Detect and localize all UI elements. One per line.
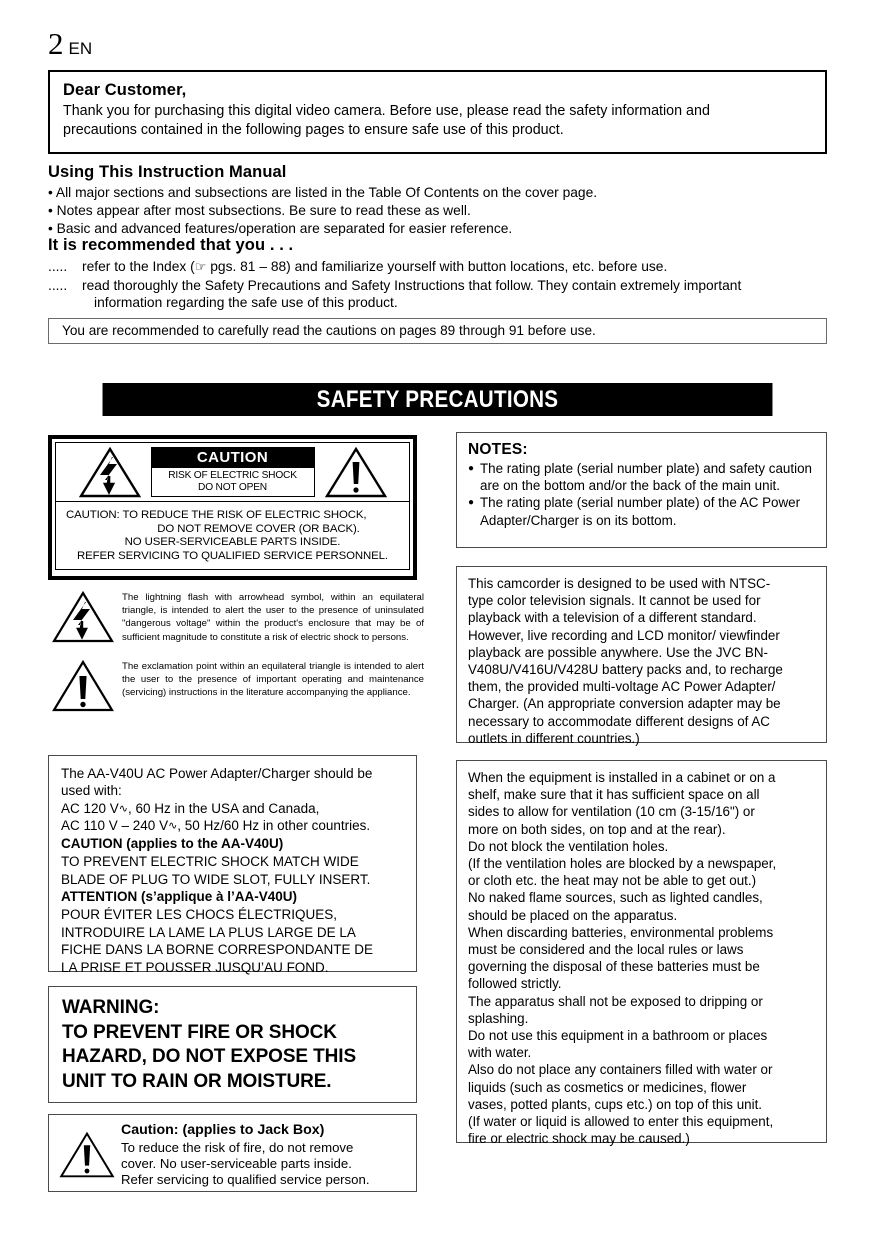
ac-voltage-usa: AC 120 V xyxy=(61,800,119,816)
caution-symbol-row xyxy=(55,442,410,502)
ventilation-line: (If water or liquid is allowed to enter this equipment, xyxy=(468,1114,774,1130)
ventilation-line: should be placed on the apparatus. xyxy=(468,907,678,923)
index-ref-post: pgs. 81 – 88) and familiarize yourself with button locations, etc. before use. xyxy=(206,259,668,274)
recommended-list xyxy=(48,258,838,312)
safety-precautions-banner: SAFETY PRECAUTIONS xyxy=(103,383,773,416)
ac-adapter-box xyxy=(48,755,417,975)
ventilation-line: with water. xyxy=(468,1045,532,1061)
bullet-item: • Notes appear after most subsections. Be sure to read these as well. xyxy=(48,202,471,218)
ventilation-line: must be considered and the local rules or laws xyxy=(468,942,744,958)
language-code: EN xyxy=(68,39,93,58)
notes-title: NOTES: xyxy=(468,441,528,458)
caution-symbol-box xyxy=(48,435,417,580)
caution-body-line-4: REFER SERVICING TO QUALIFIED SERVICE PERSONNEL. xyxy=(77,549,388,562)
ntsc-line: This camcorder is designed to be used with NTSC- xyxy=(468,576,771,591)
ventilation-line: (If the ventilation holes are blocked by a newspaper, xyxy=(468,856,777,872)
symbol-explanation-text: The exclamation point within an equilateral triangle is intended to alert the user to the presence of important operating and maintenance (servicing) instructions in the literature accompanying the appliance. xyxy=(122,661,424,699)
jack-box-caution-line-2: cover. No user-serviceable parts inside. xyxy=(121,1156,352,1172)
bullet-icon: ● xyxy=(468,463,475,474)
symbol-explanation-text: The lightning flash with arrowhead symbol, within an equilateral triangle, is intended to alert the user to the presence of uninsulated "dangerous voltage" within the product's enclosure that may be of sufficient magnitude to constitute a risk of electric shock to persons. xyxy=(122,592,424,643)
caution-plate-sub-line-2: DO NOT OPEN xyxy=(198,481,267,493)
ac-attention-line-4: LA PRISE ET POUSSER JUSQU’AU FOND. xyxy=(61,959,329,975)
warning-line-3: HAZARD, DO NOT EXPOSE THIS xyxy=(62,1046,357,1067)
ventilation-line: followed strictly. xyxy=(468,976,562,992)
ventilation-line: fire or electric shock may be caused.) xyxy=(468,1131,690,1147)
recommended-item-text xyxy=(82,258,838,277)
symbol-explanations xyxy=(52,588,424,726)
jack-box-caution-row xyxy=(59,1121,408,1189)
jack-box-caution-box xyxy=(48,1114,417,1192)
ventilation-line: Do not block the ventilation holes. xyxy=(468,838,669,854)
exclamation-triangle-icon xyxy=(325,446,387,498)
ventilation-line: governing the disposal of these batteries must be xyxy=(468,959,760,975)
ventilation-line: or cloth etc. the heat may not be able to get out.) xyxy=(468,873,757,889)
read-cautions-notice-text: You are recommended to carefully read the cautions on pages 89 through 91 before use. xyxy=(62,323,596,338)
note-item-text: The rating plate (serial number plate) and safety caution are on the bottom and/or the back of the main unit. xyxy=(480,461,812,494)
jack-box-caution-text xyxy=(121,1121,408,1189)
dear-customer-box xyxy=(48,70,827,154)
ac-caution-line-2: BLADE OF PLUG TO WIDE SLOT, FULLY INSERT. xyxy=(61,871,371,887)
exclamation-triangle-icon xyxy=(59,1121,121,1179)
using-manual-heading: Using This Instruction Manual xyxy=(48,163,287,181)
symbol-explanation-row xyxy=(52,588,424,644)
warning-box xyxy=(48,986,417,1103)
using-manual-bullets xyxy=(48,184,838,237)
caution-body-line-3: NO USER-SERVICEABLE PARTS INSIDE. xyxy=(124,536,341,548)
recommended-item xyxy=(48,277,838,295)
ac-adapter-line-1: The AA-V40U AC Power Adapter/Charger should be xyxy=(61,766,373,781)
ac-voltage-intl: AC 110 V – 240 V xyxy=(61,818,169,834)
caution-plate xyxy=(151,447,315,497)
ntsc-compatibility-box xyxy=(456,566,827,746)
ventilation-line: Do not use this equipment in a bathroom or places xyxy=(468,1028,768,1044)
recommended-item xyxy=(48,258,838,277)
caution-plate-title: CAUTION xyxy=(152,448,314,468)
ventilation-line: sides to allow for ventilation (10 cm (3-15/16") or xyxy=(468,804,755,820)
bullet-icon: ● xyxy=(468,497,475,509)
ntsc-line: necessary to accommodate different designs of AC xyxy=(468,713,770,729)
jack-box-caution-title: Caution: (applies to Jack Box) xyxy=(121,1122,325,1138)
ventilation-line: No naked flame sources, such as lighted candles, xyxy=(468,890,763,906)
recommended-heading: It is recommended that you . . . xyxy=(48,236,294,254)
caution-plate-sub-line-1: RISK OF ELECTRIC SHOCK xyxy=(168,470,297,481)
ventilation-line: When the equipment is installed in a cabinet or on a xyxy=(468,770,776,785)
ventilation-line: When discarding batteries, environmental problems xyxy=(468,924,774,940)
bullet-item: • Basic and advanced features/operation are separated for easier reference. xyxy=(48,220,513,236)
ventilation-line: liquids (such as cosmetics or medicines, flower xyxy=(468,1079,747,1095)
ventilation-line: vases, potted plants, cups etc.) on top of this unit. xyxy=(468,1096,763,1112)
ac-attention-heading: ATTENTION (s’applique à l’AA-V40U) xyxy=(61,888,298,904)
notes-box xyxy=(456,432,827,548)
ntsc-line: Charger. (An appropriate conversion adapter may be xyxy=(468,696,781,712)
recommended-item-continuation: information regarding the safe use of this product. xyxy=(94,295,398,311)
ntsc-line: However, live recording and LCD monitor/ viewfinder xyxy=(468,627,780,643)
caution-plate-body xyxy=(55,502,410,570)
warning-line-4: UNIT TO RAIN OR MOISTURE. xyxy=(62,1070,332,1092)
leader-dots: ..... xyxy=(48,277,68,293)
ntsc-line: them, the provided multi-voltage AC Power Adapter/ xyxy=(468,679,776,695)
dear-customer-title: Dear Customer, xyxy=(63,81,187,99)
ac-attention-line-3: FICHE DANS LA BORNE CORRESPONDANTE DE xyxy=(61,942,374,958)
page-number: 2 xyxy=(48,26,64,61)
lightning-bolt-triangle-icon xyxy=(52,588,122,644)
ac-voltage-usa-suffix: , 60 Hz in the USA and Canada, xyxy=(128,800,320,816)
ventilation-line: The apparatus shall not be exposed to dripping or xyxy=(468,993,763,1009)
ac-adapter-line-2: used with: xyxy=(61,783,122,799)
ac-caution-line-1: TO PREVENT ELECTRIC SHOCK MATCH WIDE xyxy=(61,854,359,870)
ac-attention-line-1: POUR ÉVITER LES CHOCS ÉLECTRIQUES, xyxy=(61,907,338,923)
ac-adapter-line-3 xyxy=(61,800,406,817)
ntsc-line: type color television signals. It cannot be used for xyxy=(468,593,761,609)
dear-customer-line-2: precautions contained in the following pages to ensure safe use of this product. xyxy=(63,121,564,138)
jack-box-caution-line-1: To reduce the risk of fire, do not remove xyxy=(121,1140,354,1155)
caution-body-line-1: CAUTION: TO REDUCE THE RISK OF ELECTRIC SHOCK, xyxy=(66,509,367,521)
warning-line-1: WARNING: xyxy=(62,997,160,1018)
ntsc-line: V408U/V416U/V428U battery packs and, to recharge xyxy=(468,662,783,678)
leader-dots: ..... xyxy=(48,259,68,274)
lightning-bolt-triangle-icon xyxy=(79,446,141,498)
read-cautions-notice-box xyxy=(48,318,827,344)
ventilation-line: more on both sides, on top and at the rear). xyxy=(468,821,726,837)
ac-adapter-line-4 xyxy=(61,817,406,834)
ac-caution-heading: CAUTION (applies to the AA-V40U) xyxy=(61,835,284,851)
ventilation-safety-box xyxy=(456,760,827,1147)
caution-plate-subtitle xyxy=(152,468,314,496)
ntsc-line: outlets in different countries.) xyxy=(468,730,640,746)
ntsc-line: playback with a television of a different standard. xyxy=(468,610,757,626)
note-item-text: The rating plate (serial number plate) of the AC Power Adapter/Charger is on its bottom. xyxy=(480,495,801,528)
ac-sine-symbol: ∿ xyxy=(168,819,178,833)
note-item xyxy=(468,460,818,494)
dear-customer-line-1: Thank you for purchasing this digital video camera. Before use, please read the safety information and xyxy=(63,103,710,119)
ntsc-line: playback are possible anywhere. Use the JVC BN- xyxy=(468,644,768,660)
jack-box-caution-line-3: Refer servicing to qualified service person. xyxy=(121,1172,370,1188)
caution-body-line-2: DO NOT REMOVE COVER (OR BACK). xyxy=(157,522,360,535)
page-header xyxy=(48,28,92,59)
ventilation-line: splashing. xyxy=(468,1010,529,1026)
note-item xyxy=(468,494,818,528)
index-ref-pre: refer to the Index ( xyxy=(82,259,195,274)
symbol-explanation-row xyxy=(52,657,424,713)
recommended-item-text: read thoroughly the Safety Precautions and Safety Instructions that follow. They contain extremely important xyxy=(82,277,742,293)
ventilation-line: Also do not place any containers filled with water or xyxy=(468,1062,773,1078)
ac-attention-line-2: INTRODUIRE LA LAME LA PLUS LARGE DE LA xyxy=(61,924,356,940)
bullet-item: • All major sections and subsections are listed in the Table Of Contents on the cover page. xyxy=(48,185,598,200)
warning-line-2: TO PREVENT FIRE OR SHOCK xyxy=(62,1021,337,1043)
ac-sine-symbol: ∿ xyxy=(118,801,129,815)
ventilation-line: shelf, make sure that it has sufficient space on all xyxy=(468,787,760,803)
ac-voltage-intl-suffix: , 50 Hz/60 Hz in other countries. xyxy=(177,818,371,834)
exclamation-triangle-icon xyxy=(52,657,122,713)
pointing-hand-icon: ☞ xyxy=(194,260,207,275)
